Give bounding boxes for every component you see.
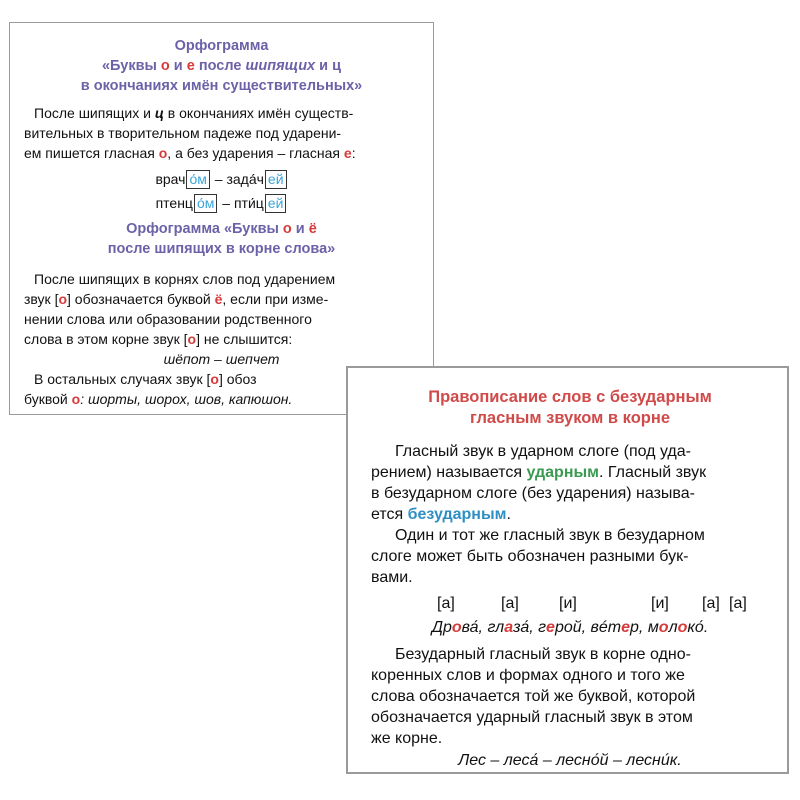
title-o-e-after-sibilants <box>24 36 419 96</box>
example-les: Лес – леса́ – лесно́й – лесни́к. <box>458 752 682 769</box>
transcription: [и] <box>651 595 669 612</box>
example-shyopot: шёпот – шепчет <box>163 351 280 367</box>
title-line: «Буквы о и е после шипящих и ц <box>101 58 342 74</box>
example-ptenets-ptitsa: птенц о́м – пти́ц ей <box>24 191 419 215</box>
example-words: Дрова́, глаза́, герой, вéтер, молоко́. <box>431 619 709 636</box>
rule-paragraph-2: После шипящих в корнях слов под ударением звук [о] обозначается буквой ё, если при изме- нении слова или образовании родственного слова в этом корне звук [о] не слышится: шёпот – шепчет В остальных случаях звук [о] обоз буквой о: шорты, шорох, шов, капюшон. <box>24 269 419 409</box>
title-o-yo-in-root <box>24 219 419 259</box>
ending-box: о́м <box>194 194 217 213</box>
rule-paragraph-1: После шипящих и ц в окончаниях имён существ- вительных в творительном падеже под ударени- ем пишется гласная о, а без ударения – гласная е: <box>24 105 356 161</box>
title-line: Орфограмма <box>174 38 269 54</box>
title-unstressed-vowel <box>371 387 769 429</box>
paragraph-rule: Безударный гласный звук в корне одно- коренных слов и формах одного и того же слова обозначается той же буквой, которой обозначается ударный гласный звук в этом же корне. <box>371 646 696 747</box>
transcription: [а] <box>437 595 455 612</box>
title-line: в окончаниях имён существительных» <box>80 78 363 94</box>
card-unstressed-vowel-in-root <box>347 367 788 773</box>
ending-box: ей <box>265 170 287 189</box>
transcription: [а] <box>702 595 720 612</box>
example-vrach-zadach: врач о́м – зада́ч ей <box>24 167 419 191</box>
card-spelling-o-e-after-sibilants <box>9 22 434 415</box>
transcription-row <box>371 592 769 616</box>
title-line: после шипящих в корне слова» <box>107 241 336 257</box>
term-stressed: ударным <box>526 464 599 481</box>
paragraph-stressed: Гласный звук в ударном слоге (под уда- рением) называется ударным. Гласный звук в безударном слоге (без ударения) называ- ется безударным. <box>371 443 707 523</box>
term-unstressed: безударным <box>407 506 507 523</box>
paragraph-same-vowel: Один и тот же гласный звук в безударном слоге может быть обозначен разными бук- вами. <box>371 527 705 586</box>
ending-box: о́м <box>186 170 209 189</box>
title-line: Орфограмма «Буквы о и ё <box>126 221 317 237</box>
transcription: [и] <box>559 595 577 612</box>
ending-box: ей <box>265 194 287 213</box>
transcription: [а] <box>729 595 747 612</box>
transcription: [а] <box>501 595 519 612</box>
title-line: Правописание слов с безударным <box>428 388 712 406</box>
title-line: гласным звуком в корне <box>469 409 670 427</box>
